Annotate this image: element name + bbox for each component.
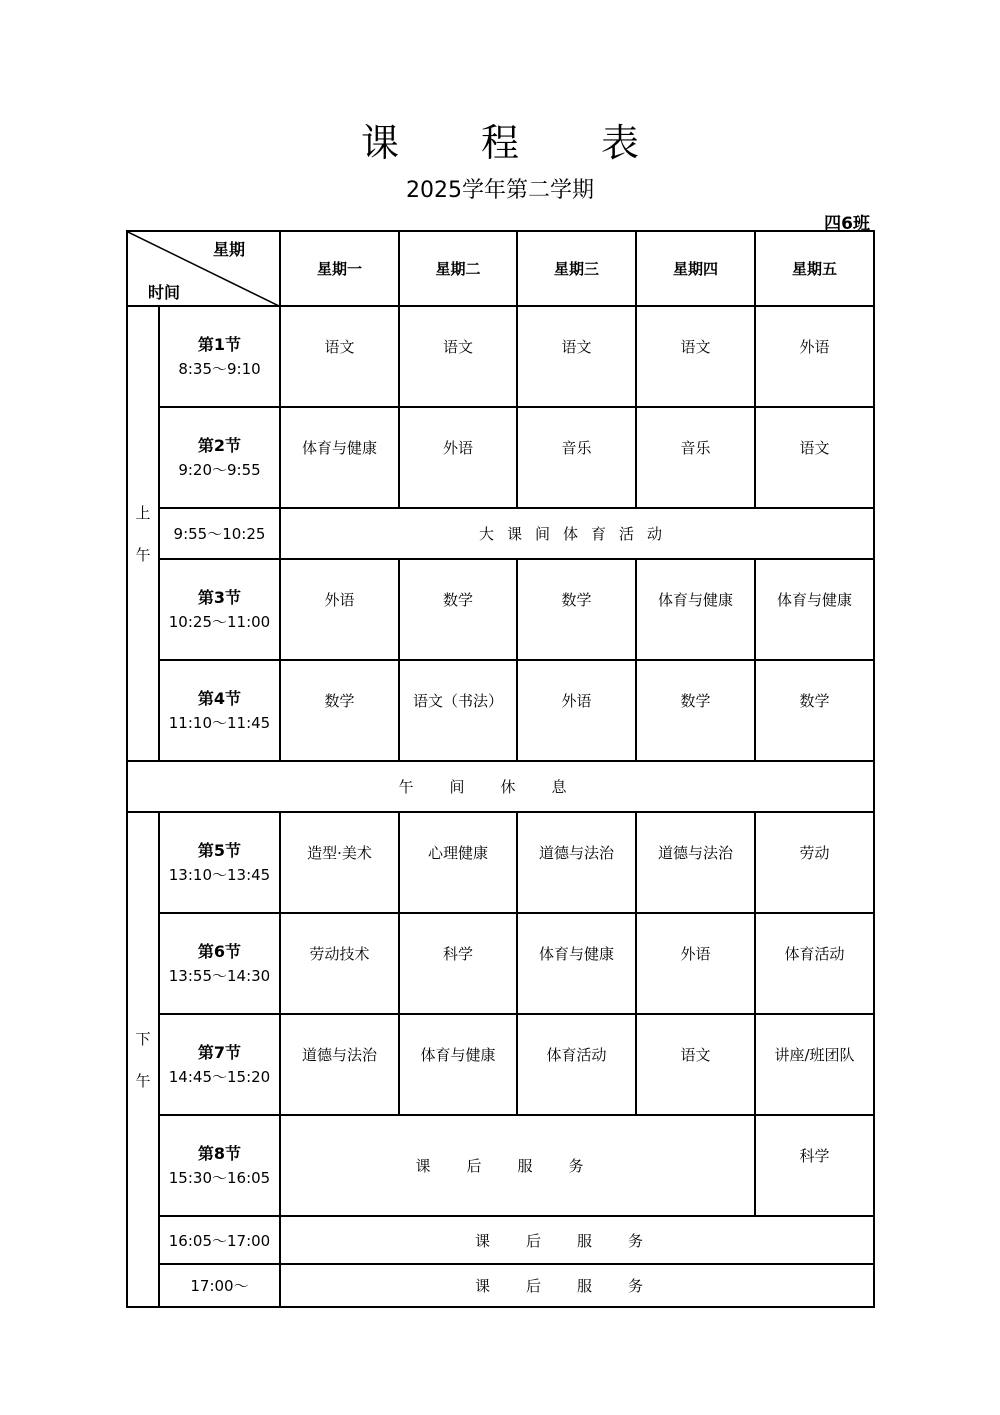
- course-cell: [755, 913, 874, 1014]
- course-cell: [755, 306, 874, 407]
- schedule-table: [126, 230, 875, 1308]
- period-name: 第3节: [197, 587, 242, 607]
- course-cell: [280, 913, 399, 1014]
- period-time: 13:55～14:30: [168, 966, 271, 985]
- course-name: 语文: [680, 1046, 711, 1064]
- course-cell: [636, 660, 755, 761]
- period-cell: [159, 1115, 280, 1216]
- course-name: 体育与健康: [301, 439, 377, 457]
- period-cell: [159, 559, 280, 660]
- course-cell: [280, 1014, 399, 1115]
- corner-time-label: 时间: [148, 283, 181, 302]
- title-char: 课: [360, 121, 399, 165]
- period-cell: [159, 407, 280, 508]
- course-cell: [517, 913, 636, 1014]
- course-name: 劳动技术: [309, 945, 370, 963]
- period-time: 13:10～13:45: [168, 865, 271, 884]
- period-row: [127, 660, 874, 761]
- course-cell: [399, 660, 517, 761]
- course-cell: [517, 559, 636, 660]
- course-name: 体育与健康: [776, 591, 852, 609]
- semester-subtitle: 2025学年第二学期: [406, 178, 594, 203]
- course-cell: [755, 559, 874, 660]
- course-cell: [399, 812, 517, 913]
- period-row: [127, 1115, 874, 1216]
- course-name: 语文: [799, 439, 830, 457]
- afternoon-char: 下: [135, 1029, 151, 1048]
- course-name: 数学: [442, 591, 473, 609]
- period-name: 第1节: [197, 334, 242, 354]
- period-name: 第8节: [197, 1143, 242, 1163]
- after-school-service: 课后服务: [280, 1216, 874, 1264]
- after-school-time: 17:00～: [159, 1264, 280, 1307]
- course-cell: [636, 306, 755, 407]
- period-time: 9:20～9:55: [178, 460, 261, 479]
- period-name: 第4节: [197, 688, 242, 708]
- course-name: 心理健康: [427, 844, 488, 862]
- course-name: 语文: [680, 338, 711, 356]
- period-row: [127, 306, 874, 407]
- period-name: 第7节: [197, 1042, 242, 1062]
- course-name: 外语: [680, 945, 711, 963]
- title-char: 表: [601, 121, 640, 165]
- course-cell: [280, 407, 399, 508]
- period-time: 15:30～16:05: [168, 1168, 271, 1187]
- course-name: 道德与法治: [538, 844, 614, 862]
- course-name: 音乐: [680, 439, 711, 457]
- course-cell: [755, 812, 874, 913]
- course-cell: [755, 407, 874, 508]
- course-cell: [280, 660, 399, 761]
- after-school-row: [127, 1264, 874, 1307]
- big-break-row: [127, 508, 874, 559]
- day-header: 星期五: [755, 231, 874, 306]
- period-time: 11:10～11:45: [168, 713, 271, 732]
- noon-break-row: [127, 761, 874, 812]
- course-cell: [399, 1014, 517, 1115]
- course-name: 体育活动: [546, 1046, 607, 1064]
- period-cell: [159, 812, 280, 913]
- afternoon-char: 午: [135, 1071, 151, 1090]
- course-cell: [636, 812, 755, 913]
- course-name: 语文（书法）: [412, 692, 503, 710]
- course-name: 语文: [561, 338, 592, 356]
- course-name: 外语: [561, 692, 592, 710]
- after-school-service: 课后服务: [280, 1264, 874, 1307]
- course-name: 道德与法治: [657, 844, 733, 862]
- course-cell: [517, 812, 636, 913]
- course-name: 语文: [442, 338, 473, 356]
- course-cell: [517, 1014, 636, 1115]
- course-name: 体育与健康: [420, 1046, 496, 1064]
- course-name: 数学: [680, 692, 711, 710]
- course-cell: [636, 559, 755, 660]
- corner-header: [127, 231, 280, 306]
- morning-label: [127, 306, 159, 761]
- noon-break: 午间休息: [127, 761, 874, 812]
- course-cell: [517, 407, 636, 508]
- course-cell: [399, 407, 517, 508]
- corner-weekday-label: 星期: [212, 240, 245, 259]
- period-name: 第6节: [197, 941, 242, 961]
- course-name: 劳动: [799, 844, 830, 862]
- course-name: 语文: [324, 338, 355, 356]
- course-cell: [517, 306, 636, 407]
- course-name: 体育活动: [784, 945, 845, 963]
- after-school-service: 课后服务: [280, 1115, 755, 1216]
- morning-char: 上: [135, 503, 151, 522]
- header-row: [127, 231, 874, 306]
- period-row: [127, 913, 874, 1014]
- course-cell: [399, 306, 517, 407]
- course-name: 数学: [799, 692, 830, 710]
- course-name: 讲座/班团队: [774, 1046, 855, 1064]
- course-name: 科学: [799, 1147, 830, 1165]
- period-cell: [159, 660, 280, 761]
- course-cell: [399, 913, 517, 1014]
- course-name: 体育与健康: [657, 591, 733, 609]
- period-row: [127, 559, 874, 660]
- day-header: 星期一: [280, 231, 399, 306]
- period-time: 14:45～15:20: [168, 1067, 271, 1086]
- big-break-activity: 大课间体育活动: [280, 508, 874, 559]
- period-cell: [159, 306, 280, 407]
- course-cell: [636, 913, 755, 1014]
- page-title: [0, 112, 1000, 167]
- after-school-row: [127, 1216, 874, 1264]
- title-char: 程: [480, 121, 519, 165]
- period-name: 第5节: [197, 840, 242, 860]
- course-name: 数学: [561, 591, 592, 609]
- course-cell: [636, 407, 755, 508]
- course-cell: [280, 812, 399, 913]
- period-row: [127, 1014, 874, 1115]
- afternoon-label: [127, 812, 159, 1307]
- period-cell: [159, 1014, 280, 1115]
- period-cell: [159, 913, 280, 1014]
- period-time: 10:25～11:00: [168, 612, 271, 631]
- day-header: 星期三: [517, 231, 636, 306]
- day-header: 星期二: [399, 231, 517, 306]
- course-cell: [399, 559, 517, 660]
- course-cell: [755, 1014, 874, 1115]
- course-name: 体育与健康: [538, 945, 614, 963]
- period-time: 8:35～9:10: [178, 359, 261, 378]
- course-name: 外语: [799, 338, 830, 356]
- course-name: 科学: [442, 945, 473, 963]
- period-row: [127, 407, 874, 508]
- period-row: [127, 812, 874, 913]
- period-name: 第2节: [197, 435, 242, 455]
- course-name: 外语: [324, 591, 355, 609]
- course-cell: [755, 1115, 874, 1216]
- course-cell: [280, 306, 399, 407]
- course-name: 外语: [442, 439, 473, 457]
- class-label: 四6班: [824, 214, 870, 234]
- course-cell: [517, 660, 636, 761]
- course-name: 道德与法治: [301, 1046, 377, 1064]
- course-cell: [636, 1014, 755, 1115]
- morning-char: 午: [135, 545, 151, 564]
- course-name: 数学: [324, 692, 355, 710]
- after-school-time: 16:05～17:00: [159, 1216, 280, 1264]
- big-break-time: 9:55～10:25: [159, 508, 280, 559]
- course-name: 造型·美术: [307, 844, 372, 862]
- day-header: 星期四: [636, 231, 755, 306]
- course-cell: [280, 559, 399, 660]
- course-cell: [755, 660, 874, 761]
- course-name: 音乐: [561, 439, 592, 457]
